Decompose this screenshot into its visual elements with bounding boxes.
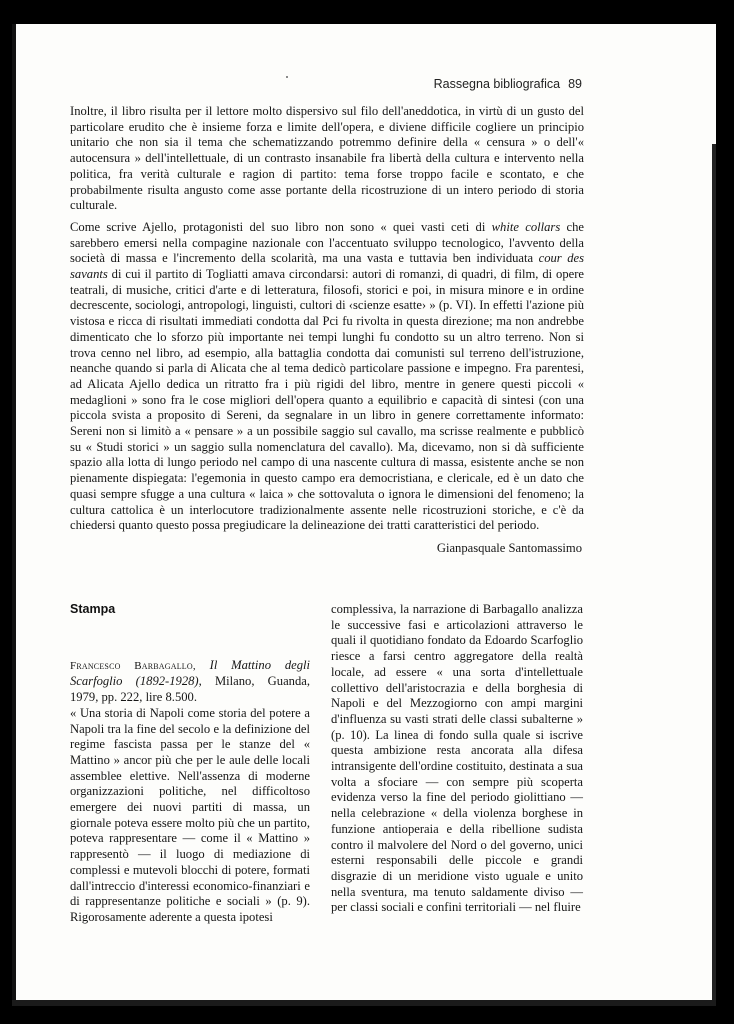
left-column <box>70 602 310 926</box>
citation-details: , Milano, Guanda, 1979, pp. 222, lire 8.500. <box>70 674 310 705</box>
running-title: Rassegna bibliografica <box>433 77 561 91</box>
right-column-text: complessiva, la narrazione di Barbagallo analizza le successive fasi e articolazioni attraverso le quali il quotidiano fondato da Edoardo Scarfoglio riesce a farsi centro aggregatore della realtà locale, ad essere « una sorta d'intellettuale collettivo dell'aristocrazia e della borghesia di Napoli e del Mezzogiorno con ampi margini d'influenza su vasti strati delle classi subalterne » (p. 10). La linea di fondo sulla quale si iscrive questa ambizione resta ancorata alla difesa intransigente dell'ordine costituito, destinata a sua volta a sfociare — con sempre più scoperta evidenza verso la fine del periodo giolittiano — nella celebrazione « della violenza borghese in funzione antioperaia e della ribellione sudista contro il malvolere del Nord o del governo, unici esterni responsabili delle piccole e grandi disgrazie di un meridione visto uguale e unito nella sventura, ma tenuto saldamente diviso — per classi sociali e confini territoriali — nel fluire <box>331 602 583 915</box>
print-speck <box>286 76 288 78</box>
citation-author: Francesco Barbagallo, <box>70 659 196 672</box>
page-edge-right <box>712 144 716 1004</box>
left-column-text: « Una storia di Napoli come storia del potere a Napoli tra la fine del secolo e la definizione del regime fascista passa per le stanze del « Mattino » ancor più che per le aule delle locali assemblee elettive. Nell'assenza di moderne organizzazioni politiche, nel difficoltoso emergere dei nuovi partiti di massa, un giornale poteva essere molto più che un partito, poteva rappresentare — come il « Mattino » rappresentò — il luogo di mediazione di complessi e mutevoli blocchi di potere, formati dall'intreccio d'interessi economico-finanziari e di rappresentanze politiche e sociali » (p. 9). Rigorosamente aderente a questa ipotesi <box>70 705 310 924</box>
right-column <box>331 602 583 916</box>
reviewer-signature: Gianpasquale Santomassimo <box>436 541 582 555</box>
page-number: 89 <box>568 77 582 91</box>
running-header <box>434 77 582 91</box>
journal-page <box>12 24 716 1006</box>
book-citation <box>70 658 310 706</box>
paragraph-2-part-c: di cui il partito di Togliatti amava circondarsi: autori di romanzi, di quadri, di film, di opere teatrali, di musiche, critici d'arte e di letteratura, filosofi, storici e poi, in misura minore e in ordine decrescente, sociologi, antropologi, linguisti, cultori di ‹scienze esatte› » (p. VI). In effetti l'azione più vistosa e ricca di risultati immediati condotta dal Pci fu rivolta in questa direzione; ma non andrebbe dimenticato che lo sforzo più importante nei tempi lunghi fu condotto su un altro terreno. Non si trova cenno nel libro, ad esempio, alla battaglia condotta dai comunisti sul terreno dell'istruzione, neanche quando si parla di Alicata che al tema dedicò particolare passione e impegno. Fra parentesi, ad Alicata Ajello dedica un ritratto fra i più rigidi del libro, mentre in genere questi piccoli « medaglioni » sono fra le cose migliori dell'opera quanto a equilibrio e capacità di sintesi (con una piccola svista a proposito di Sereni, da segnalare in un libro in genere correttamente informato: Sereni non si limitò a « pensare » a un possibile saggio sul cavallo, ma scrisse realmente e pubblicò su « Studi storici » un saggio sulla nomenclatura del cavallo). Ma, dicevamo, non si dà sufficiente spazio alla lotta di lungo periodo nel campo di una nascente cultura di massa, esistente anche se non pienamente dispiegata: l'egemonia in questo campo era democristiana, e clericale, ed è un dato che quasi sempre sfugge a una cultura « laica » che sottovaluta o ignora le dimensioni del fenomeno; la cultura cattolica è un interlocutore tradizionalmente assente nelle ricostruzioni storiche, e c'è da chiedersi quanto questo possa pregiudicare la delineazione dei tratti caratteristici del periodo. <box>70 267 584 533</box>
page-edge-bottom <box>12 1000 716 1006</box>
review-paragraph-1: Inoltre, il libro risulta per il lettore molto dispersivo sul filo dell'aneddotica, in virtù di un gusto del particolare erudito che è insieme forza e limite dell'opera, e diviene difficile cogliere un principio unitario che non sia il tema che schematizzando potremmo definire della « censura » o dell'« autocensura » dell'intellettuale, di un contrasto insanabile fra libertà della cultura e intervento nella politica, fra verità culturale e ragion di partito: tema forse troppo facile e scontato, e che probabilmente risulta angusto come asse portante della ricostruzione di un intero periodo di storia culturale. <box>70 104 584 213</box>
section-title: Stampa <box>70 602 116 616</box>
review-body <box>70 104 584 540</box>
citation-title: Il Mattino degli Scarfoglio (1892-1928) <box>70 657 310 689</box>
italic-cour-des-savants: cour des savants <box>70 251 584 282</box>
page-edge-shadow <box>12 24 16 1006</box>
italic-white-collars: white collars <box>491 219 561 234</box>
paragraph-2-part-b: che sarebbero emersi nella compagine nazionale con l'accentuato sviluppo tecnologico, l'avvento della società di massa e l'incremento della scolarità, ma una vasta e tuttavia ben individuata <box>70 219 585 266</box>
review-paragraph-2 <box>70 220 584 534</box>
paragraph-2-part-a: Come scrive Ajello, protagonisti del suo libro non sono « quei vasti ceti di <box>70 219 492 234</box>
